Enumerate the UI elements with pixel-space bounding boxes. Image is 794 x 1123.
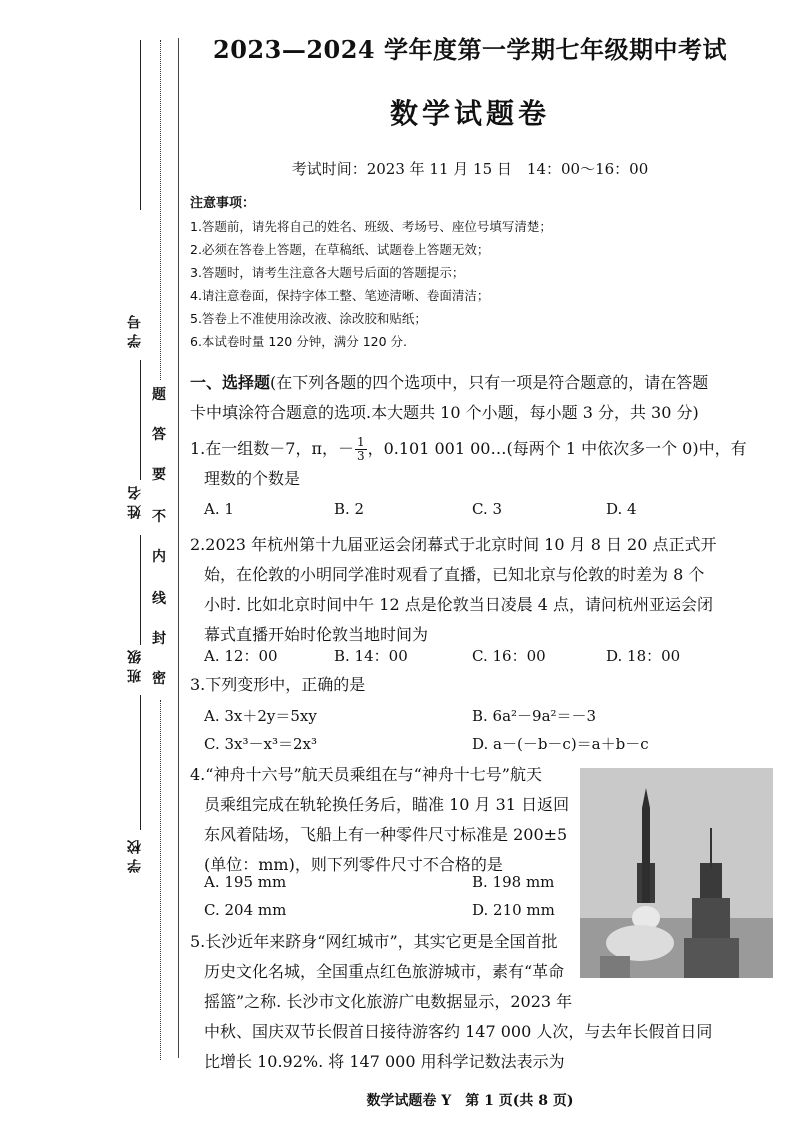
question-number: 3. [190, 675, 206, 694]
question-1 [190, 434, 750, 494]
notes-block [190, 192, 750, 353]
question-1-options [204, 500, 754, 526]
option-b: B. 198 mm [472, 873, 555, 891]
question-3-options-row1 [204, 705, 754, 731]
option-d: D. 210 mm [472, 901, 555, 919]
question-stem: 2023 年杭州第十九届亚运会闭幕式于北京时间 10 月 8 日 20 点正式开 [205, 535, 717, 554]
option-d: D. 4 [606, 500, 637, 518]
option-b: B. 14：00 [334, 647, 408, 665]
question-4-options-row2 [204, 901, 574, 927]
option-c: C. 3 [472, 500, 503, 518]
question-stem: 小时. 比如北京时间中午 12 点是伦敦当日凌晨 4 点，请问杭州亚运会闭 [204, 595, 714, 614]
question-3-options-row2 [204, 733, 754, 759]
fraction-denominator: 3 [356, 449, 365, 463]
question-stem: 员乘组完成在轨轮换任务后，瞄准 10 月 31 日返回 [204, 795, 570, 814]
notes-title: 注意事项： [190, 196, 256, 211]
question-stem: 长沙近年来跻身“网红城市”，其实它更是全国首批 [205, 932, 558, 951]
name-label: 姓 名 [127, 486, 143, 519]
page-footer: 数学试题卷 Y 第 1 页(共 8 页) [366, 1093, 574, 1109]
binding-margin [0, 0, 180, 1123]
question-stem: 幕式直播开始时伦敦当地时间为 [204, 625, 429, 644]
question-stem: (单位：mm)，则下列零件尺寸不合格的是 [204, 855, 503, 874]
note-item: 2.必须在答卷上答题，在草稿纸、试题卷上答题无效； [190, 242, 490, 257]
question-stem: 理数的个数是 [204, 469, 301, 488]
option-a: A. 1 [204, 500, 234, 518]
question-stem: 比增长 10.92%. 将 147 000 用科学记数法表示为 [204, 1052, 565, 1071]
section-instructions: 卡中填涂符合题意的选项.本大题共 10 个小题，每小题 3 分，共 30 分) [190, 403, 699, 422]
option-c: C. 204 mm [204, 901, 287, 919]
question-stem: 历史文化名城，全国重点红色旅游城市，素有“革命 [204, 962, 565, 981]
fraction [355, 436, 367, 463]
exam-title: 2023—2024 学年度第一学期七年级期中考试 [213, 35, 727, 64]
note-item: 6.本试卷时量 120 分钟，满分 120 分. [190, 334, 408, 349]
question-stem: 始，在伦敦的小明同学准时观看了直播，已知北京与伦敦的时差为 8 个 [204, 565, 705, 584]
fraction-numerator: 1 [356, 435, 365, 449]
binding-line [140, 695, 141, 830]
student-no-label: 学 号 [127, 315, 143, 348]
rocket-launch-illustration [580, 768, 773, 978]
question-2 [190, 530, 750, 650]
option-c: C. 16：00 [472, 647, 546, 665]
exam-subtitle: 数学试题卷 [389, 97, 550, 130]
option-b: B. 2 [334, 500, 365, 518]
seal-warning-char: 题 [152, 387, 166, 403]
question-number: 1. [190, 439, 206, 458]
seal-warning-char: 密 [152, 671, 166, 687]
option-d: D. a－(－b－c)＝a＋b－c [472, 735, 649, 753]
seal-warning-char: 线 [152, 591, 166, 607]
note-item: 4.请注意卷面，保持字体工整、笔迹清晰、卷面清洁； [190, 288, 490, 303]
question-stem: 在一组数－7，π，－ [205, 439, 354, 458]
question-4 [190, 760, 575, 880]
question-number: 4. [190, 765, 206, 784]
class-label: 班 级 [127, 650, 143, 683]
note-item: 3.答题时，请考生注意各大题号后面的答题提示； [190, 265, 465, 280]
question-stem: 中秋、国庆双节长假首日接待游客约 147 000 人次，与去年长假首日同 [204, 1022, 713, 1041]
question-4-options-row1 [204, 873, 574, 899]
question-3 [190, 670, 750, 700]
seal-warning-char: 封 [152, 631, 166, 647]
seal-warning-char: 答 [152, 427, 166, 443]
note-item: 5.答卷上不准使用涂改液、涂改胶和贴纸； [190, 311, 427, 326]
section-1-heading [190, 368, 750, 428]
option-a: A. 195 mm [204, 873, 287, 891]
option-a: A. 3x＋2y＝5xy [204, 707, 317, 725]
rocket-launch-photo [580, 768, 773, 978]
seal-dotted-line [160, 700, 161, 1060]
section-instructions: (在下列各题的四个选项中，只有一项是符合题意的，请在答题 [270, 373, 709, 392]
option-b: B. 6a²－9a²＝－3 [472, 707, 597, 725]
note-item: 1.答题前，请先将自己的姓名、班级、考场号、座位号填写清楚； [190, 219, 552, 234]
binding-line [140, 40, 141, 210]
option-a: A. 12：00 [204, 647, 278, 665]
question-number: 5. [190, 932, 206, 951]
option-c: C. 3x³－x³＝2x³ [204, 735, 317, 753]
margin-rule [178, 38, 179, 1058]
question-stem: 摇篮”之称. 长沙市文化旅游广电数据显示，2023 年 [204, 992, 573, 1011]
seal-warning-char: 内 [152, 549, 166, 565]
question-stem: “神舟十六号”航天员乘组在与“神舟十七号”航天 [205, 765, 542, 784]
question-number: 2. [190, 535, 206, 554]
binding-line [140, 535, 141, 645]
option-d: D. 18：00 [606, 647, 681, 665]
seal-warning-char: 要 [152, 467, 166, 483]
seal-warning-char: 不 [152, 509, 166, 525]
binding-line [140, 360, 141, 480]
seal-dotted-line [160, 40, 161, 380]
question-stem: 下列变形中，正确的是 [205, 675, 366, 694]
question-2-options [204, 645, 754, 671]
school-label: 学 校 [127, 840, 143, 873]
question-stem: 东风着陆场，飞船上有一种零件尺寸标准是 200±5 [204, 825, 568, 844]
exam-time: 考试时间：2023 年 11 月 15 日 14：00～16：00 [291, 160, 649, 178]
question-stem: ，0.101 001 00…(每两个 1 中依次多一个 0)中，有 [367, 439, 747, 458]
section-title: 一、选择题 [190, 373, 271, 392]
